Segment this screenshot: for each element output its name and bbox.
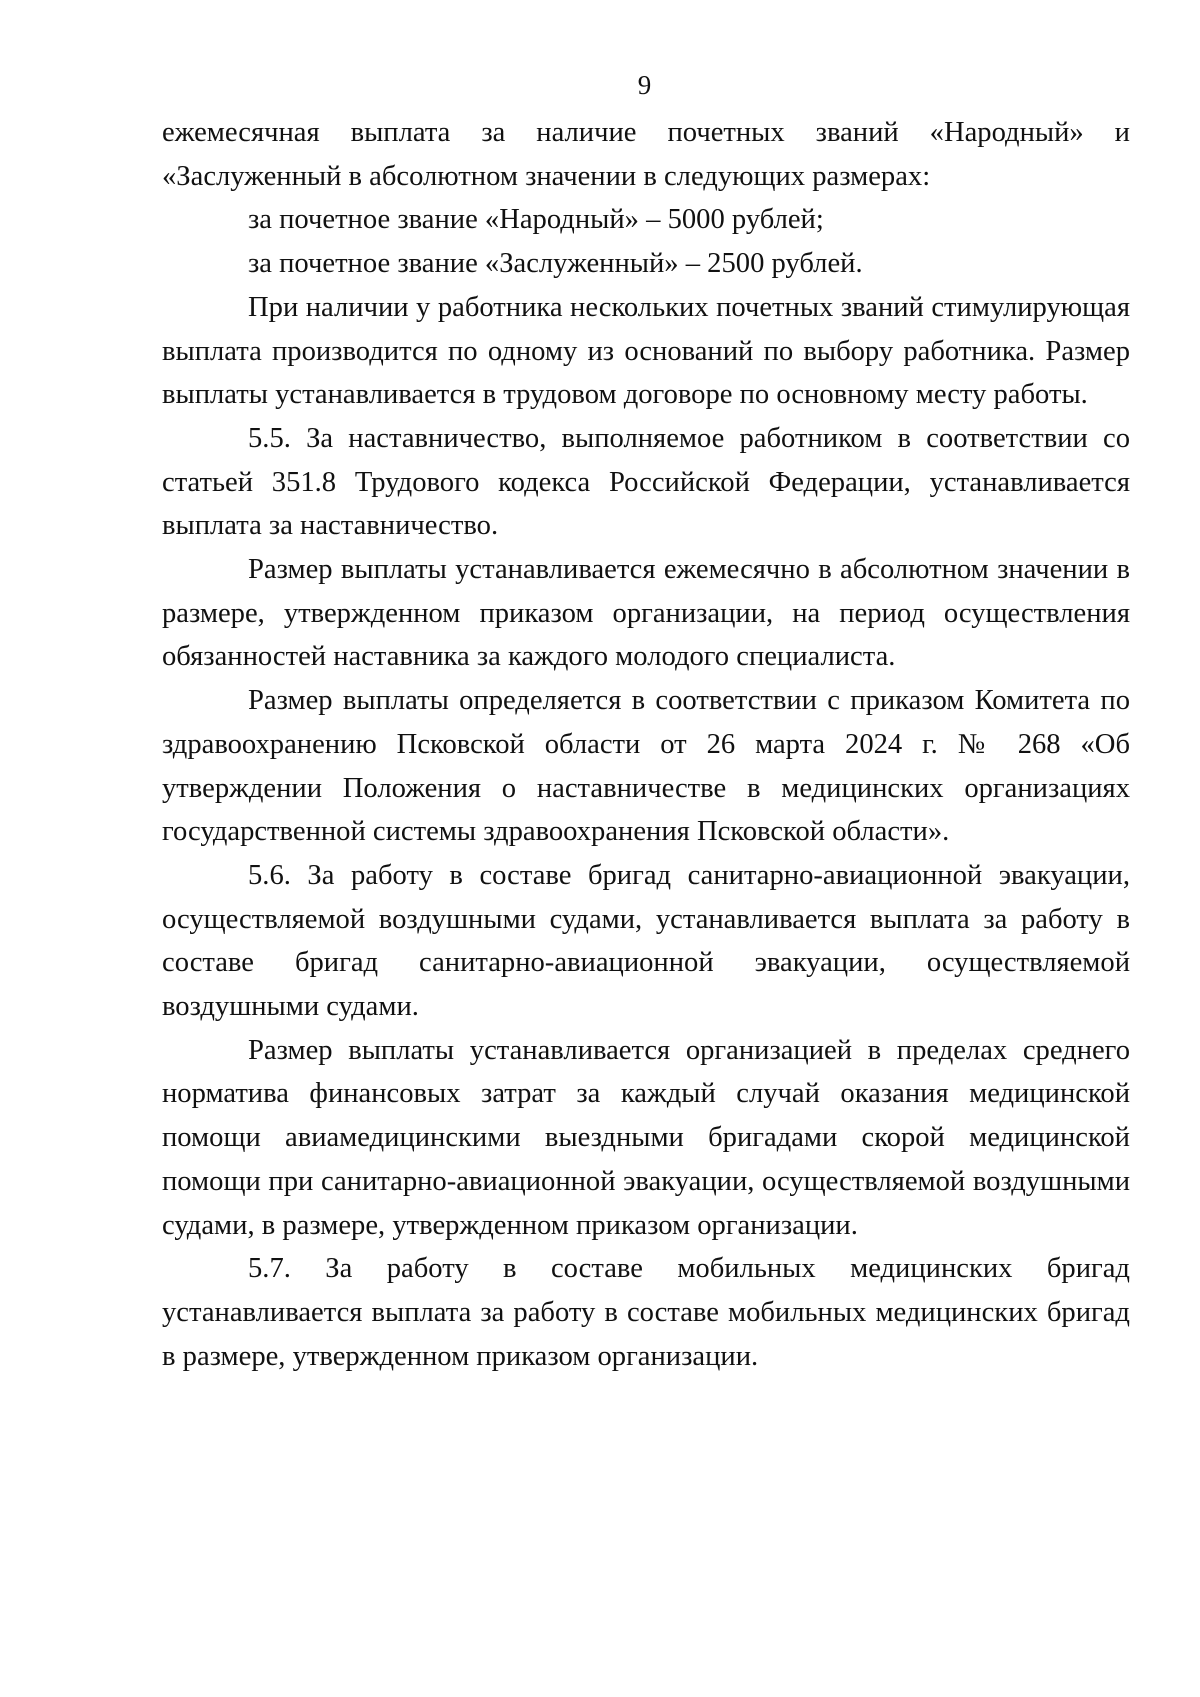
paragraph-mentorship-order: Размер выплаты определяется в соответствии с приказом Комитета по здравоохранению Псковской области от 26 марта 2024 г. № 268 «Об утверждении Положения о наставничестве в медицинских организациях государственной системы здравоохранения Псковской области». <box>162 685 1130 848</box>
paragraph-multiple-titles: При наличии у работника нескольких почетных званий стимулирующая выплата производится по одному из оснований по выбору работника. Размер выплаты устанавливается в трудовом договоре по основному месту работы. <box>162 291 1130 411</box>
paragraph-section-5-6: 5.6. За работу в составе бригад санитарно-авиационной эвакуации, осуществляемой воздушными судами, устанавливается выплата за работу в составе бригад санитарно-авиационной эвакуации, осуществляемой воздушными судами. <box>162 859 1130 1023</box>
paragraph-honorary-titles-intro: ежемесячная выплата за наличие почетных званий «Народный» и «Заслуженный в абсолютном значении в следующих размерах: <box>162 117 1130 192</box>
page-number: 9 <box>637 70 652 100</box>
paragraph-section-5-7: 5.7. За работу в составе мобильных медицинских бригад устанавливается выплата за работу в составе мобильных медицинских бригад в размере, утвержденном приказом организации. <box>162 1253 1130 1372</box>
paragraph-narodny-amount: за почетное звание «Народный» – 5000 рублей; <box>248 204 824 236</box>
paragraph-section-5-5: 5.5. За наставничество, выполняемое работником в соответствии со статьей 351.8 Трудового кодекса Российской Федерации, устанавливается выплата за наставничество. <box>162 422 1130 542</box>
paragraph-zasluzhenny-amount: за почетное звание «Заслуженный» – 2500 рублей. <box>248 248 863 280</box>
paragraph-air-evacuation-amount: Размер выплаты устанавливается организацией в пределах среднего норматива финансовых затрат за каждый случай оказания медицинской помощи авиамедицинскими выездными бригадами скорой медицинской помощи при санитарно-авиационной эвакуации, осуществляемой воздушными судами, в размере, утвержденном приказом организации. <box>162 1034 1130 1241</box>
document-body <box>162 111 1130 1378</box>
paragraph-mentorship-amount: Размер выплаты устанавливается ежемесячно в абсолютном значении в размере, утвержденном приказом организации, на период осуществления обязанностей наставника за каждого молодого специалиста. <box>162 554 1130 673</box>
